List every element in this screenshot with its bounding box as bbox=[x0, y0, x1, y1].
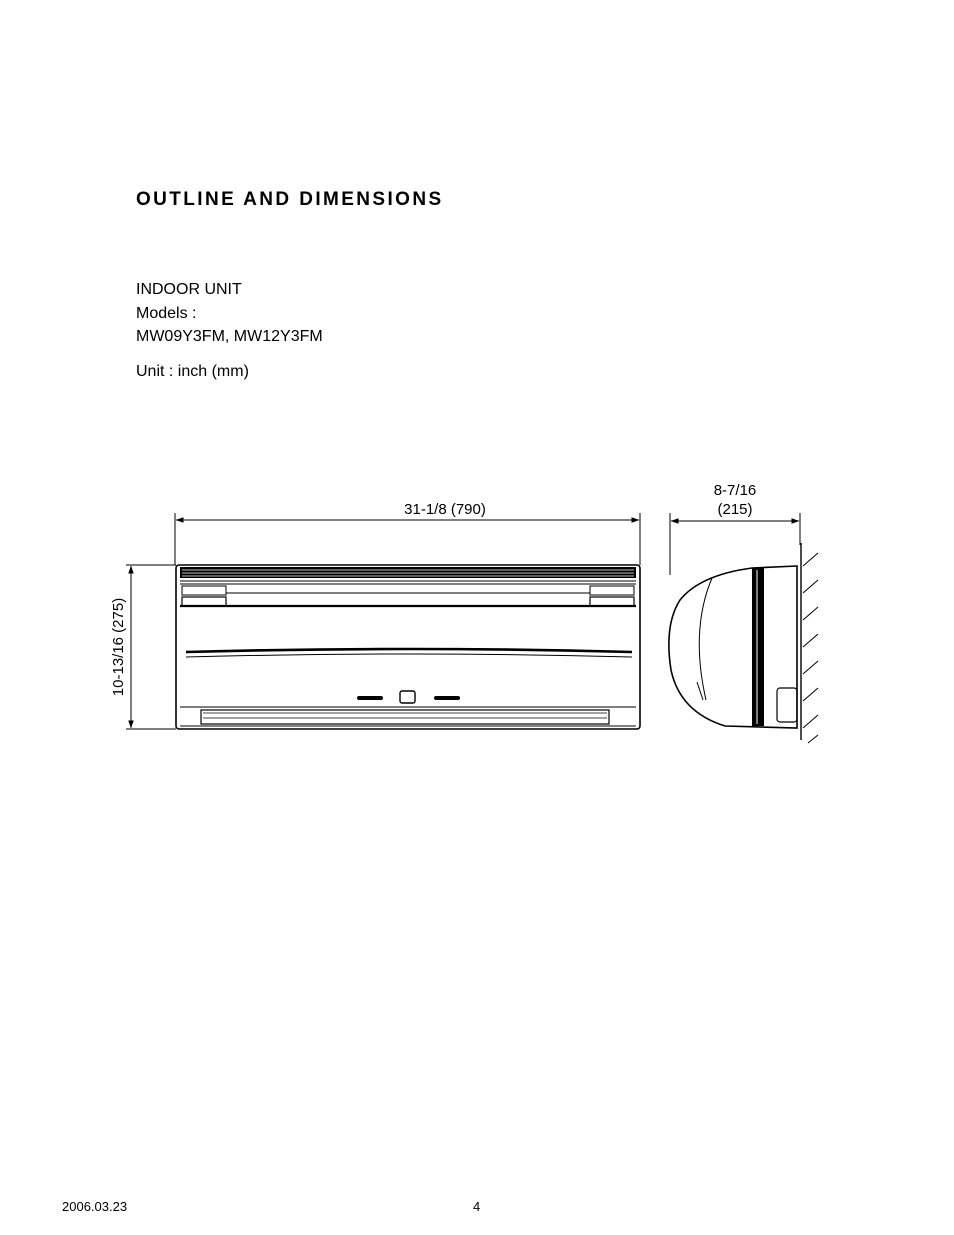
side-view bbox=[669, 543, 818, 743]
unit-note: Unit : inch (mm) bbox=[136, 363, 249, 380]
depth-dimension-line1: 8-7/16 bbox=[713, 482, 757, 499]
height-dimension-label: 10-13/16 (275) bbox=[110, 597, 127, 697]
page-number: 4 bbox=[473, 1199, 481, 1214]
outline-dimension-drawing bbox=[0, 470, 954, 770]
front-view bbox=[176, 565, 640, 729]
unit-label: INDOOR UNIT bbox=[136, 281, 242, 298]
page-title: OUTLINE AND DIMENSIONS bbox=[136, 189, 444, 210]
height-dimension bbox=[110, 565, 176, 729]
models-label: Models : bbox=[136, 305, 197, 322]
footer-date: 2006.03.23 bbox=[62, 1199, 128, 1214]
model-list: MW09Y3FM, MW12Y3FM bbox=[136, 328, 323, 345]
depth-dimension-line2: (215) bbox=[717, 501, 753, 518]
depth-dimension bbox=[670, 482, 800, 575]
width-dimension bbox=[175, 501, 640, 565]
width-dimension-label: 31-1/8 (790) bbox=[404, 501, 486, 518]
